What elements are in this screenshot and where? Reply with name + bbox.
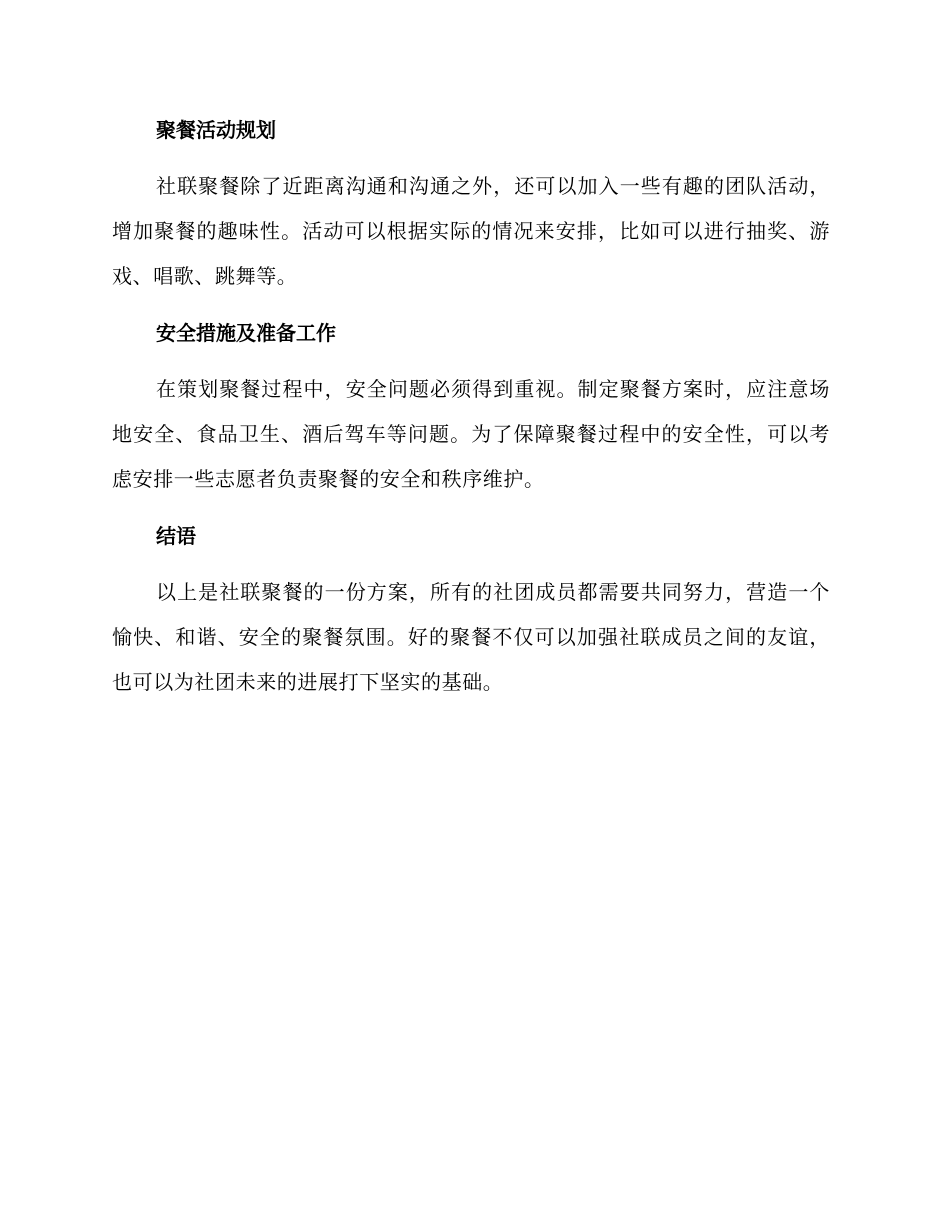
section-heading-safety-measures: 安全措施及准备工作	[156, 321, 336, 345]
section-paragraph-safety-measures: 在策划聚餐过程中，安全问题必须得到重视。制定聚餐方案时，应注意场地安全、食品卫生、酒后驾车等问题。为了保障聚餐过程中的安全性，可以考虑安排一些志愿者负责聚餐的安全和秩序维护。	[112, 377, 830, 491]
document-body	[112, 108, 830, 717]
section-heading-conclusion: 结语	[156, 524, 196, 548]
section-heading-activity-planning: 聚餐活动规划	[156, 118, 276, 142]
section-paragraph-conclusion: 以上是社联聚餐的一份方案，所有的社团成员都需要共同努力，营造一个愉快、和谐、安全的聚餐氛围。好的聚餐不仅可以加强社联成员之间的友谊，也可以为社团未来的进展打下坚实的基础。	[112, 580, 830, 694]
section-paragraph-activity-planning: 社联聚餐除了近距离沟通和沟通之外，还可以加入一些有趣的团队活动，增加聚餐的趣味性。活动可以根据实际的情况来安排，比如可以进行抽奖、游戏、唱歌、跳舞等。	[112, 174, 830, 288]
